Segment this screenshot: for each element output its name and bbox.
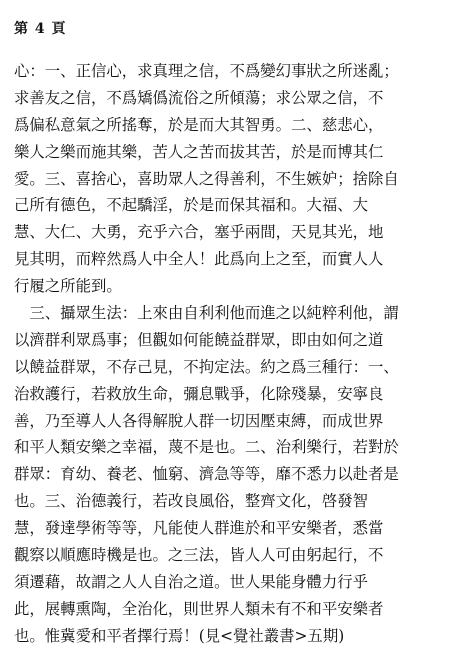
text-line: 觀察以順應時機是也。之三法，皆人人可由躬起行，不 <box>14 546 384 565</box>
text-line: 治救護行，若救放生命，彌息戰爭，化除殘暴，安寧良 <box>14 384 384 403</box>
text-line: 須遷藉，故謂之人人自治之道。世人果能身體力行乎 <box>14 572 368 591</box>
text-line: 慧，發達學術等等，凡能使人群進於和平安樂者，悉當 <box>14 519 384 538</box>
text-line: 和平人類安樂之幸福，蔑不是也。二、治利樂行，若對於 <box>14 438 399 457</box>
text-line: 樂人之樂而施其樂，苦人之苦而拔其苦，於是而博其仁 <box>14 142 384 161</box>
body-text <box>14 58 440 650</box>
text-line: 也。惟冀愛和平者擇行焉！(見<覺社叢書>五期) <box>14 626 345 645</box>
text-line: 此，展轉熏陶，全治化，則世界人類未有不和平安樂者 <box>14 599 384 618</box>
text-line: 見其明，而粹然爲人中全人！此爲向上之至，而實人人 <box>14 250 384 269</box>
text-line: 慧、大仁、大勇，充乎六合，塞乎兩間，天見其光，地 <box>14 223 384 242</box>
text-line: 心：一、正信心，求真理之信，不爲變幻事狀之所迷亂； <box>14 62 399 80</box>
text-line: 愛。三、喜捨心，喜助眾人之得善利，不生嫉妒；捨除自 <box>14 169 399 188</box>
text-line: 以濟群利眾爲事；但觀如何能饒益群眾，即由如何之道 <box>14 330 384 349</box>
page-number-label: 第 4 頁 <box>14 21 67 37</box>
text-line: 三、攝眾生法：上來由自利利他而進之以純粹利他，謂 <box>14 304 399 323</box>
text-line: 群眾：育幼、養老、恤窮、濟急等等，靡不悉力以赴者是 <box>14 465 399 484</box>
text-line: 爲偏私意氣之所搖奪，於是而大其智勇。二、慈悲心， <box>14 115 384 134</box>
text-line: 己所有德色，不起驕淫，於是而保其福和。大福、大 <box>14 196 368 215</box>
text-line: 也。三、治德義行，若改良風俗，整齊文化，啓發智 <box>14 492 368 511</box>
text-line: 善，乃至導人人各得解脫人群一切因壓束縛，而成世界 <box>14 411 384 430</box>
text-line: 求善友之信，不爲矯僞流俗之所傾蕩；求公眾之信，不 <box>14 88 384 107</box>
text-line: 以饒益群眾，不存己見，不拘定法。約之爲三種行：一、 <box>14 357 399 376</box>
text-line: 行履之所能到。 <box>14 277 122 296</box>
